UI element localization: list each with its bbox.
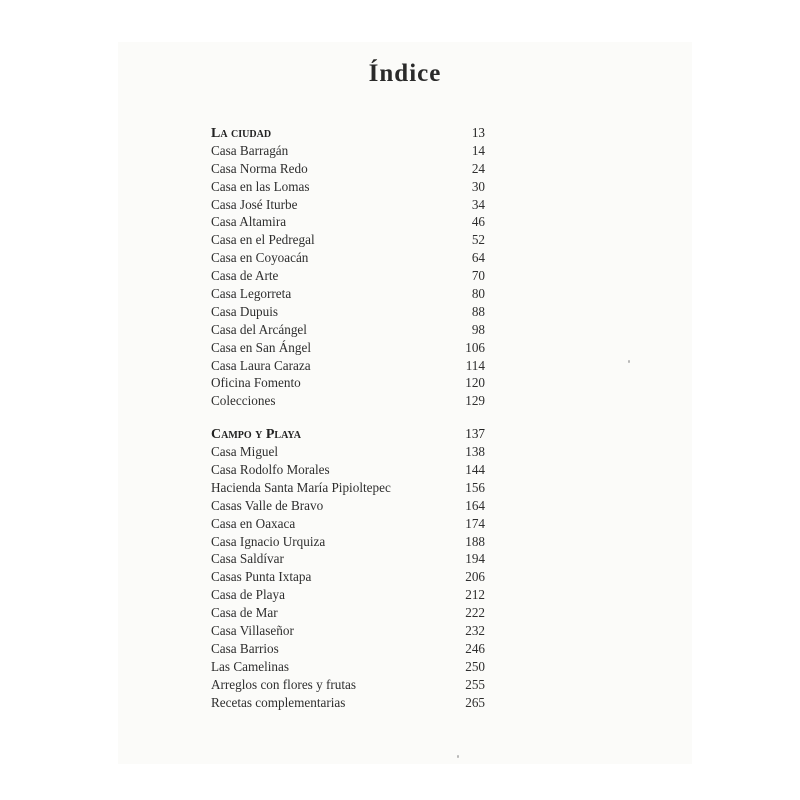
entry-page-number: 98 bbox=[471, 321, 485, 337]
section-heading: La ciudad bbox=[211, 126, 272, 141]
toc-entry bbox=[211, 568, 485, 586]
entry-page-number: 222 bbox=[465, 605, 485, 621]
section-heading-row bbox=[211, 124, 485, 142]
section-heading: Campo y Playa bbox=[211, 427, 301, 443]
entry-title: Casa de Mar bbox=[211, 605, 278, 621]
entry-title: Casa Legorreta bbox=[211, 286, 292, 302]
book-page bbox=[118, 42, 692, 764]
entry-title: Casa Altamira bbox=[211, 214, 287, 230]
entry-page-number: 246 bbox=[465, 640, 485, 656]
toc-entry bbox=[211, 479, 485, 497]
toc-entry bbox=[211, 461, 485, 479]
entry-page-number: 129 bbox=[465, 393, 485, 409]
entry-title: Casa en San Ángel bbox=[211, 339, 311, 355]
toc-entry bbox=[211, 586, 485, 604]
entry-title: Casa Dupuis bbox=[211, 303, 279, 319]
entry-page-number: 206 bbox=[465, 569, 485, 585]
entry-page-number: 30 bbox=[471, 178, 485, 194]
toc-entry bbox=[211, 231, 485, 249]
entry-title: Casa en las Lomas bbox=[211, 178, 310, 194]
entry-title: Casa Villaseñor bbox=[211, 623, 294, 639]
toc-entry bbox=[211, 374, 485, 392]
entry-title: Casa en Coyoacán bbox=[211, 250, 309, 266]
toc-entry bbox=[211, 515, 485, 533]
entry-title: Recetas complementarias bbox=[211, 694, 346, 710]
entry-title: Casa Rodolfo Morales bbox=[211, 462, 330, 478]
entry-title: Casas Punta Ixtapa bbox=[211, 569, 312, 585]
entry-title: Casa Saldívar bbox=[211, 551, 284, 567]
entry-page-number: 46 bbox=[471, 214, 485, 230]
toc-entry bbox=[211, 533, 485, 551]
entry-title: Casa José Iturbe bbox=[211, 196, 298, 212]
entry-page-number: 164 bbox=[465, 497, 485, 513]
entry-title: Colecciones bbox=[211, 393, 276, 409]
entry-page-number: 194 bbox=[465, 551, 485, 567]
entry-title: Casa de Playa bbox=[211, 587, 285, 603]
toc-entry bbox=[211, 550, 485, 568]
entry-page-number: 106 bbox=[465, 339, 485, 355]
toc-entry bbox=[211, 392, 485, 410]
toc-entry bbox=[211, 285, 485, 303]
toc-entry bbox=[211, 676, 485, 694]
entry-page-number: 70 bbox=[471, 268, 485, 284]
entry-page-number: 52 bbox=[471, 232, 485, 248]
entry-title: Casa de Arte bbox=[211, 268, 279, 284]
entry-page-number: 265 bbox=[465, 694, 485, 710]
toc-entry bbox=[211, 357, 485, 375]
entry-title: Hacienda Santa María Pipioltepec bbox=[211, 479, 391, 495]
page-speck bbox=[628, 360, 630, 363]
toc-section bbox=[211, 425, 485, 711]
entry-page-number: 14 bbox=[471, 142, 485, 158]
entry-page-number: 120 bbox=[465, 375, 485, 391]
toc-entry bbox=[211, 321, 485, 339]
table-of-contents bbox=[211, 124, 485, 712]
entry-page-number: 156 bbox=[465, 479, 485, 495]
entry-title: Casa Laura Caraza bbox=[211, 357, 311, 373]
entry-title: Las Camelinas bbox=[211, 658, 290, 674]
entry-page-number: 255 bbox=[465, 676, 485, 692]
toc-entry bbox=[211, 622, 485, 640]
section-page-number: 13 bbox=[471, 125, 485, 140]
entry-page-number: 64 bbox=[471, 250, 485, 266]
toc-entry bbox=[211, 497, 485, 515]
toc-entry bbox=[211, 658, 485, 676]
entry-title: Casa Barragán bbox=[211, 142, 289, 158]
toc-entry bbox=[211, 339, 485, 357]
toc-entry bbox=[211, 196, 485, 214]
toc-entry bbox=[211, 303, 485, 321]
toc-entry bbox=[211, 640, 485, 658]
entry-title: Casa Miguel bbox=[211, 444, 279, 460]
entry-title: Casa en el Pedregal bbox=[211, 232, 315, 248]
section-page-number: 137 bbox=[465, 426, 485, 442]
toc-entry bbox=[211, 443, 485, 461]
entry-page-number: 24 bbox=[471, 160, 485, 176]
toc-entry bbox=[211, 160, 485, 178]
entry-page-number: 34 bbox=[471, 196, 485, 212]
entry-title: Casas Valle de Bravo bbox=[211, 497, 324, 513]
entry-title: Casa en Oaxaca bbox=[211, 515, 296, 531]
entry-title: Casa Barrios bbox=[211, 640, 279, 656]
toc-entry bbox=[211, 142, 485, 160]
entry-title: Arreglos con flores y frutas bbox=[211, 676, 357, 692]
entry-page-number: 144 bbox=[465, 462, 485, 478]
entry-page-number: 250 bbox=[465, 658, 485, 674]
entry-page-number: 174 bbox=[465, 515, 485, 531]
toc-entry bbox=[211, 249, 485, 267]
page-speck bbox=[457, 755, 459, 758]
entry-page-number: 80 bbox=[471, 286, 485, 302]
entry-page-number: 212 bbox=[465, 587, 485, 603]
entry-page-number: 232 bbox=[465, 623, 485, 639]
entry-title: Oficina Fomento bbox=[211, 375, 301, 391]
entry-page-number: 114 bbox=[465, 357, 485, 373]
toc-entry bbox=[211, 267, 485, 285]
section-heading-row bbox=[211, 425, 485, 443]
entry-page-number: 138 bbox=[465, 444, 485, 460]
toc-entry bbox=[211, 178, 485, 196]
entry-page-number: 88 bbox=[471, 303, 485, 319]
toc-entry bbox=[211, 604, 485, 622]
toc-entry bbox=[211, 694, 485, 712]
entry-page-number: 188 bbox=[465, 533, 485, 549]
entry-title: Casa Ignacio Urquiza bbox=[211, 533, 326, 549]
toc-entry bbox=[211, 213, 485, 231]
entry-title: Casa del Arcángel bbox=[211, 321, 307, 337]
page-title: Índice bbox=[368, 60, 442, 87]
toc-section bbox=[211, 124, 485, 410]
entry-title: Casa Norma Redo bbox=[211, 160, 308, 176]
